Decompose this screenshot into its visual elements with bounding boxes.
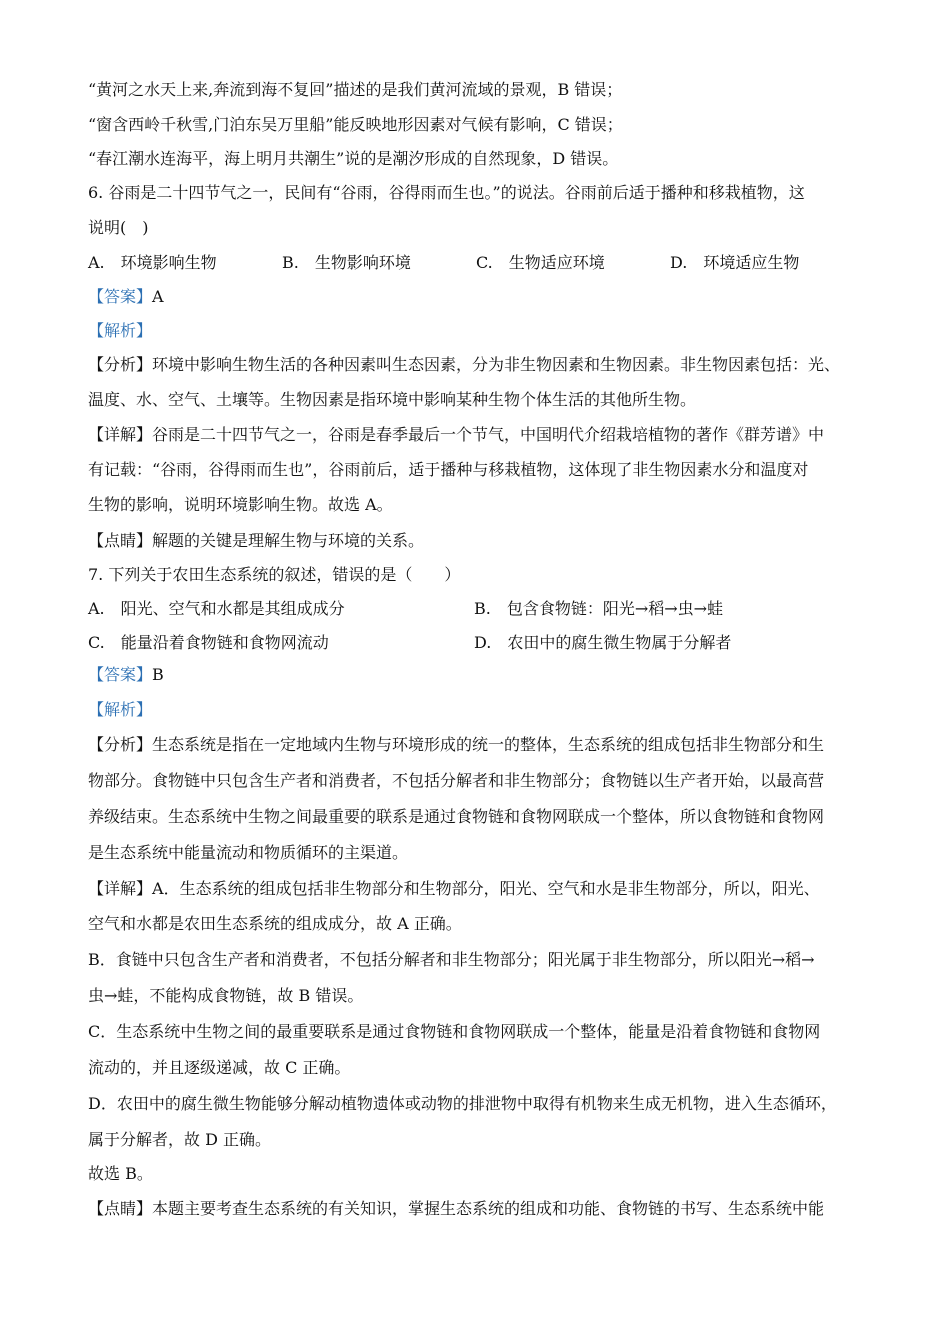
fenxi-text: 生态系统是指在一定地域内生物与环境形成的统一的整体，生态系统的组成包括非生物部分和生: [152, 735, 825, 754]
answer-value: B: [152, 665, 164, 684]
text-line: D．农田中的腐生微生物能够分解动植物遗体或动物的排泄物中取得有机物来生成无机物，进入生态循环，: [88, 1094, 837, 1113]
xiangjie-tag: 【详解】: [88, 879, 153, 898]
q7-answer: [88, 664, 880, 686]
dianjing-tag: 【点睛】: [88, 1199, 153, 1218]
fenxi-text: 环境中影响生物生活的各种因素叫生态因素，分为非生物因素和生物因素。非生物因素包括：光、: [152, 355, 841, 374]
answer-value: A: [152, 287, 164, 306]
q7-dianjing: [88, 1198, 880, 1220]
q6-option-d: D. 环境适应生物: [670, 253, 800, 272]
q6-option-a: A. 环境影响生物: [88, 253, 217, 272]
fenxi-tag: 【分析】: [88, 355, 153, 374]
q6-analysis-heading: 【解析】: [88, 321, 153, 340]
answer-tag: 【答案】: [88, 287, 153, 306]
xiangjie-text: A．生态系统的组成包括非生物部分和生物部分，阳光、空气和水是非生物部分，所以，阳光、: [152, 879, 820, 898]
q7-option-c: C. 能量沿着食物链和食物网流动: [88, 633, 329, 652]
text-line: B．食链中只包含生产者和消费者，不包括分解者和非生物部分；阳光属于非生物部分，所以阳光→稻→: [88, 950, 815, 969]
q6-dianjing: [88, 530, 880, 552]
text-line: 虫→蛙，不能构成食物链，故 B 错误。: [88, 986, 364, 1005]
text-line: “黄河之水天上来,奔流到海不复回”描述的是我们黄河流域的景观，B 错误；: [88, 80, 623, 99]
question-6-stem-cont: 说明( ): [88, 218, 149, 237]
text-line: 养级结束。生态系统中生物之间最重要的联系是通过食物链和食物网联成一个整体，所以食物链和食物网: [88, 807, 825, 826]
text-line: 流动的，并且逐级递减，故 C 正确。: [88, 1058, 351, 1077]
dianjing-tag: 【点睛】: [88, 531, 153, 550]
q7-option-b: B. 包含食物链：阳光→稻→虫→蛙: [474, 599, 724, 618]
q7-analysis-heading: 【解析】: [88, 700, 153, 719]
text-line: 温度、水、空气、土壤等。生物因素是指环境中影响某种生物个体生活的其他所生物。: [88, 390, 697, 409]
text-line: 属于分解者，故 D 正确。: [88, 1130, 272, 1149]
text-line: “春江潮水连海平，海上明月共潮生”说的是潮汐形成的自然现象，D 错误。: [88, 149, 619, 168]
text-line: 是生态系统中能量流动和物质循环的主渠道。: [88, 843, 409, 862]
question-6-stem: 6. 谷雨是二十四节气之一，民间有“谷雨，谷得雨而生也。”的说法。谷雨前后适于播种和移栽植物，这: [88, 183, 805, 202]
text-line: 空气和水都是农田生态系统的组成成分，故 A 正确。: [88, 914, 462, 933]
question-7-stem: 7. 下列关于农田生态系统的叙述，错误的是（ ）: [88, 565, 461, 584]
q6-answer: [88, 286, 880, 308]
q6-option-b: B. 生物影响环境: [282, 253, 411, 272]
text-line: 生物的影响，说明环境影响生物。故选 A。: [88, 495, 393, 514]
answer-tag: 【答案】: [88, 665, 153, 684]
q7-option-d: D. 农田中的腐生微生物属于分解者: [474, 633, 732, 652]
dianjing-text: 解题的关键是理解生物与环境的关系。: [152, 531, 425, 550]
xiangjie-tag: 【详解】: [88, 425, 153, 444]
text-line: 物部分。食物链中只包含生产者和消费者，不包括分解者和非生物部分；食物链以生产者开始，以最高营: [88, 771, 825, 790]
xiangjie-text: 谷雨是二十四节气之一，谷雨是春季最后一个节气，中国明代介绍栽培植物的著作《群芳谱》中: [152, 425, 825, 444]
dianjing-text: 本题主要考查生态系统的有关知识，掌握生态系统的组成和功能、食物链的书写、生态系统中能: [152, 1199, 825, 1218]
q7-fenxi: [88, 734, 880, 756]
q6-fenxi: [88, 354, 880, 376]
text-line: 有记载：“谷雨，谷得雨而生也”，谷雨前后，适于播种与移栽植物，这体现了非生物因素水分和温度对: [88, 460, 809, 479]
text-line: “窗含西岭千秋雪,门泊东吴万里船”能反映地形因素对气候有影响，C 错误；: [88, 115, 623, 134]
text-line: C．生态系统中生物之间的最重要联系是通过食物链和食物网联成一个整体，能量是沿着食物链和食物网: [88, 1022, 821, 1041]
q6-xiangjie: [88, 424, 880, 446]
q6-option-c: C. 生物适应环境: [476, 253, 605, 272]
text-line: 故选 B。: [88, 1164, 153, 1183]
q7-xiangjie: [88, 878, 880, 900]
fenxi-tag: 【分析】: [88, 735, 153, 754]
q7-option-a: A. 阳光、空气和水都是其组成成分: [88, 599, 345, 618]
